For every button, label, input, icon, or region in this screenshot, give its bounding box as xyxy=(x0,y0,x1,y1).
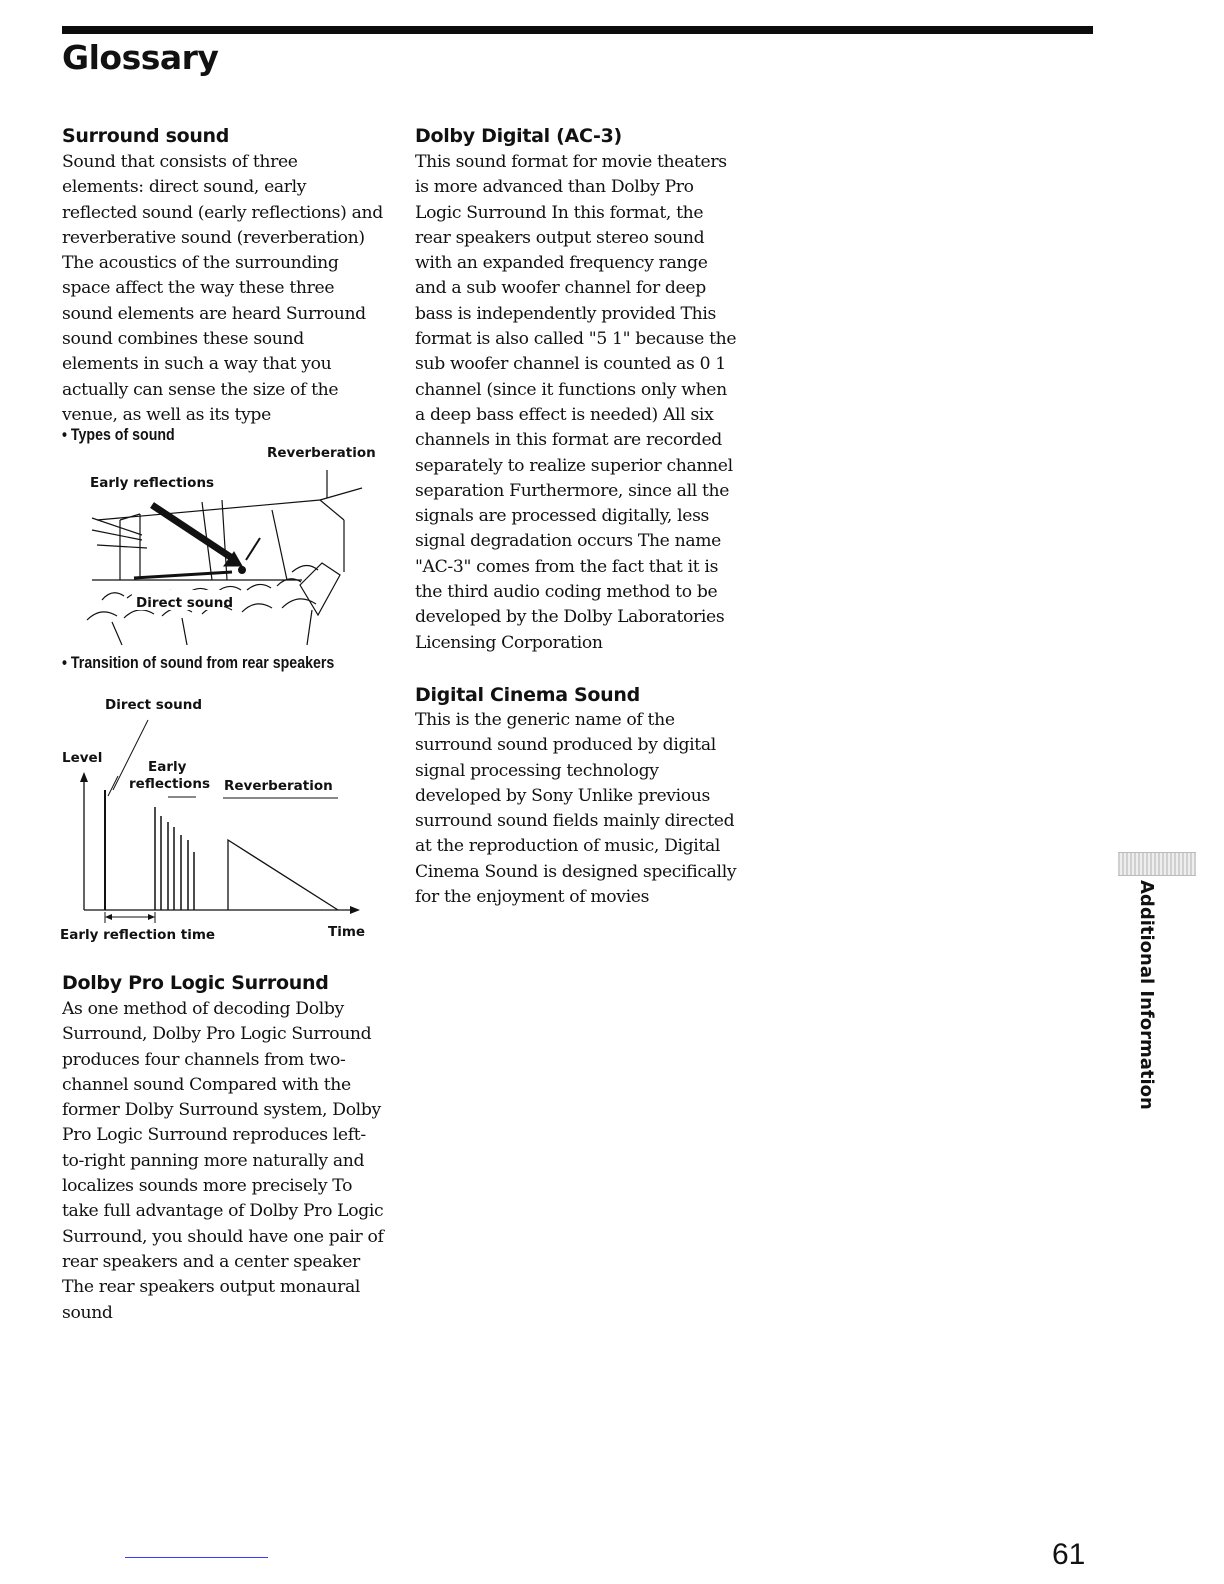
side-tab-label: Additional Information xyxy=(1136,880,1157,1110)
early-reflection-bars xyxy=(155,807,194,910)
y-axis-arrowhead xyxy=(80,772,88,782)
label-reflections: reflections xyxy=(129,776,210,792)
early-reflection-time-marker xyxy=(105,912,155,923)
side-tab-marker xyxy=(1118,852,1196,876)
label-early-reflections: Early reflections xyxy=(90,475,215,491)
paragraph-dolby-pro-logic: As one method of decoding Dolby Surround, Dolby Pro Logic Surround produces four channels from two-channel sound Compared with the former Dolby Surround system, Dolby Pro Logic Surround reproduces left-to-right panning more naturally and localizes sounds more precisely To take full advantage of Dolby Pro Logic Surround, you should have one pair of rear speakers and a center speaker The rear speakers output monaural sound xyxy=(62,999,384,1323)
label-direct-sound-chart: Direct sound xyxy=(105,697,202,713)
paragraph-dolby-digital: This sound format for movie theaters is more advanced than Dolby Pro Logic Surround In this format, the rear speakers output stereo sound with an expanded frequency range and a sub woofer channel for deep bass is independently provided This format is also called "5 1" because the sub woofer channel is counted as 0 1 channel (since it functions only when a deep bass effect is needed) All six channels in this format are recorded separately to realize superior channel separation Furthermore, since all the signals are processed digitally, less signal degradation occurs The name "AC-3" comes from the fact that it is the third audio coding method to be developed by the Dolby Laboratories Licensing Corporation xyxy=(415,152,737,653)
label-level: Level xyxy=(62,750,103,766)
header-rule xyxy=(62,26,1093,34)
listener-head xyxy=(238,566,246,574)
heading-surround-sound: Surround sound xyxy=(62,125,230,147)
side-tab xyxy=(1118,880,1198,1120)
paragraph-digital-cinema-sound: This is the generic name of the surround sound produced by digital signal processing technology developed by Sony Unlike previous surround sound fields mainly directed at the reproduction of music, Digital Cinema Sound is designed specifically for the enjoyment of movies xyxy=(415,710,737,908)
paragraph-surround-sound: Sound that consists of three elements: direct sound, early reflected sound (early reflections) and reverberative sound (reverberation) The acoustics of the surrounding space affect the way these three sound elements are heard Surround sound combines these sound elements in such a way that you actually can sense the size of the venue, as well as its type xyxy=(62,152,383,425)
page-title: Glossary xyxy=(62,38,219,77)
label-time: Time xyxy=(328,924,366,940)
x-axis-arrowhead xyxy=(350,906,360,914)
transition-of-sound-chart xyxy=(58,690,378,950)
early-reflections-leader xyxy=(108,776,118,796)
heading-dolby-digital: Dolby Digital (AC-3) xyxy=(415,125,622,147)
label-early: Early xyxy=(148,759,187,775)
theater-illustration xyxy=(87,470,362,645)
bullet-types-of-sound: • Types of sound xyxy=(62,426,175,444)
label-early-reflection-time: Early reflection time xyxy=(60,927,216,943)
bottom-link-rule xyxy=(125,1557,268,1558)
label-reverberation: Reverberation xyxy=(267,445,376,461)
bullet-transition-of-sound: • Transition of sound from rear speakers xyxy=(62,654,335,672)
label-direct-sound: Direct sound xyxy=(136,595,233,611)
reverberation-decay xyxy=(228,840,338,910)
page-number: 61 xyxy=(1052,1538,1086,1571)
heading-dolby-pro-logic: Dolby Pro Logic Surround xyxy=(62,972,329,994)
heading-digital-cinema-sound: Digital Cinema Sound xyxy=(415,684,640,706)
label-reverberation-chart: Reverberation xyxy=(224,778,333,794)
types-of-sound-diagram xyxy=(62,440,382,650)
